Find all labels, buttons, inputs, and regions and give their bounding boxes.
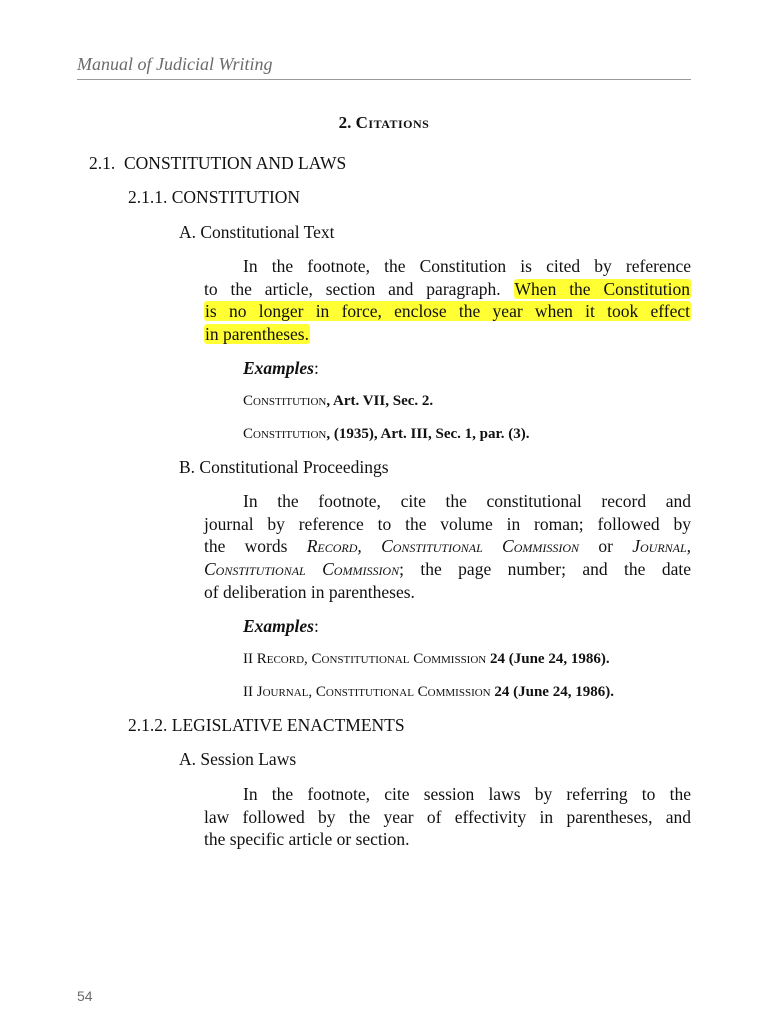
highlight-segment: When the Constitution <box>514 278 690 299</box>
para-a-line1: In the footnote, the Constitution is cited by reference <box>243 256 691 276</box>
para-a-line2: to the article, section and paragraph. <box>204 278 501 299</box>
para-b-line2: journal by reference to the volume in roman; followed by <box>204 513 691 534</box>
para-c-line1: In the footnote, cite session laws by referring to the <box>243 784 691 804</box>
page-number: 54 <box>77 988 93 1004</box>
citation-example: II Journal, Constitutional Commission 24 (June 24, 1986). <box>243 684 614 700</box>
subheading-session-laws: A. Session Laws <box>179 749 297 769</box>
examples-label: Examples: <box>243 358 319 378</box>
citation-example: II Record, Constitutional Commission 24 (June 24, 1986). <box>243 651 610 667</box>
para-b-line5: of deliberation in parentheses. <box>204 581 415 602</box>
para-c-line2: law followed by the year of effectivity in parentheses, and <box>204 806 691 827</box>
citation-example: Constitution, Art. VII, Sec. 2. <box>243 393 434 409</box>
running-head: Manual of Judicial Writing <box>77 54 273 74</box>
paragraph-session-laws <box>204 783 691 851</box>
section-heading-2-1-2: 2.1.2. LEGISLATIVE ENACTMENTS <box>128 715 405 735</box>
para-c-line3: the specific article or section. <box>204 829 410 850</box>
subheading-constitutional-text: A. Constitutional Text <box>179 222 335 242</box>
para-b-line1: In the footnote, cite the constitutional record and <box>243 491 691 511</box>
citation-example: Constitution, (1935), Art. III, Sec. 1, par. (3). <box>243 426 530 442</box>
subheading-constitutional-proceedings: B. Constitutional Proceedings <box>179 457 389 477</box>
paragraph-constitutional-text <box>204 255 691 346</box>
section-heading-2-1-1: 2.1.1. CONSTITUTION <box>128 187 301 207</box>
record-term: Record, Constitutional Commission <box>306 536 580 557</box>
examples-label: Examples: <box>243 616 319 636</box>
chapter-heading <box>0 113 768 133</box>
chapter-number: 2. <box>338 113 352 132</box>
highlight-segment: is no longer in force, enclose the year when it took effect <box>205 301 690 322</box>
paragraph-constitutional-proceedings: In the footnote, cite the constitutional record and journal by reference to the volume in roman; followed by the words Record, Constitutional Commission or Journal, Constitutional Commission; the page number; and the date of deliberation in parentheses. <box>204 491 692 602</box>
section-heading-2-1: 2.1. CONSTITUTION AND LAWS <box>89 153 347 173</box>
chapter-title: Citations <box>355 113 430 132</box>
highlight-segment: in parentheses. <box>205 324 309 345</box>
journal-term: Journal, <box>632 536 692 557</box>
header-rule <box>77 79 691 80</box>
